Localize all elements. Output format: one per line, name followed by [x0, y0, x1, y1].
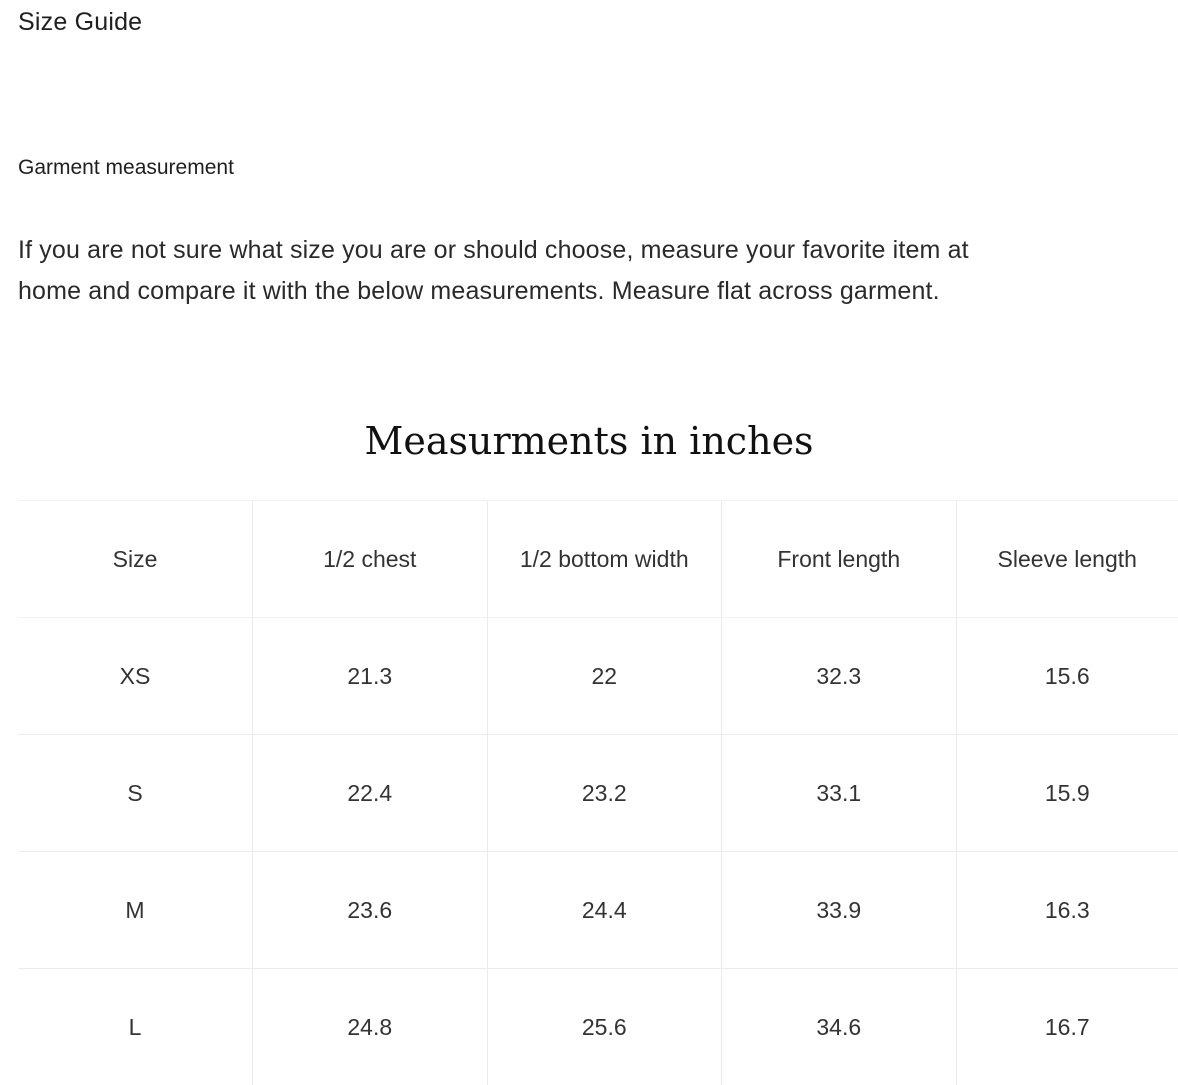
cell-half-bottom-width: 25.6 — [487, 969, 722, 1085]
cell-sleeve-length: 16.3 — [956, 852, 1178, 969]
page-title: Size Guide — [18, 6, 142, 38]
cell-front-length: 34.6 — [722, 969, 957, 1085]
cell-sleeve-length: 16.7 — [956, 969, 1178, 1085]
intro-line: If you are not sure what size you are or should choose, measure your favorite item at — [18, 230, 1158, 271]
cell-half-bottom-width: 22 — [487, 618, 722, 735]
header-sleeve-length: Sleeve length — [956, 501, 1178, 618]
intro-paragraph — [18, 230, 1158, 312]
cell-size: L — [18, 969, 253, 1085]
units-caption: Measurments in inches — [0, 416, 1178, 466]
cell-front-length: 33.1 — [722, 735, 957, 852]
section-title: Garment measurement — [18, 154, 234, 182]
intro-line: home and compare it with the below measurements. Measure flat across garment. — [18, 271, 1158, 312]
table-header-row — [18, 501, 1178, 618]
cell-half-chest: 21.3 — [253, 618, 488, 735]
table-row — [18, 852, 1178, 969]
cell-half-chest: 22.4 — [253, 735, 488, 852]
cell-half-bottom-width: 23.2 — [487, 735, 722, 852]
cell-front-length: 33.9 — [722, 852, 957, 969]
table-row — [18, 735, 1178, 852]
cell-front-length: 32.3 — [722, 618, 957, 735]
cell-sleeve-length: 15.6 — [956, 618, 1178, 735]
cell-half-chest: 24.8 — [253, 969, 488, 1085]
cell-half-bottom-width: 24.4 — [487, 852, 722, 969]
header-half-bottom-width: 1/2 bottom width — [487, 501, 722, 618]
header-front-length: Front length — [722, 501, 957, 618]
cell-half-chest: 23.6 — [253, 852, 488, 969]
size-table-container — [18, 500, 1178, 1085]
header-half-chest: 1/2 chest — [253, 501, 488, 618]
cell-size: XS — [18, 618, 253, 735]
table-row — [18, 618, 1178, 735]
cell-size: M — [18, 852, 253, 969]
cell-size: S — [18, 735, 253, 852]
cell-sleeve-length: 15.9 — [956, 735, 1178, 852]
header-size: Size — [18, 501, 253, 618]
size-table — [18, 500, 1178, 1085]
table-row — [18, 969, 1178, 1085]
